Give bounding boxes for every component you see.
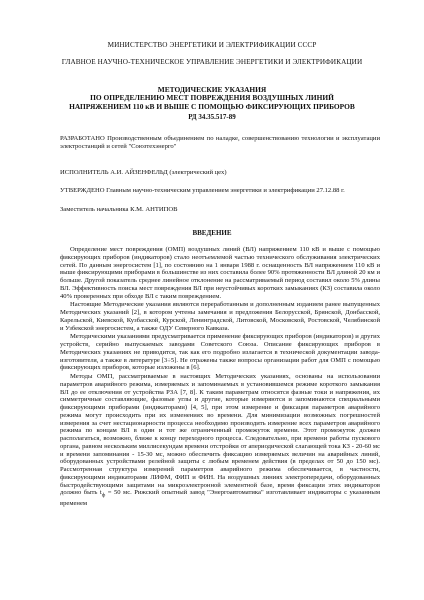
title-line-3: НАПРЯЖЕНИЕМ 110 кВ И ВЫШЕ С ПОМОЩЬЮ ФИКСИРУЮЩИХ ПРИБОРОВ (69, 101, 355, 111)
executor: ИСПОЛНИТЕЛЬ А.И. АЙЗЕНФЕЛЬД (электрический цех) (60, 169, 227, 176)
intro-paragraph-3: Методическими указаниями предусматривается применение фиксирующих приборов (индикаторов) и других устройств, серийно выпускаемых заводами Советского Союза. Описание фиксирующих приборов в Методических указаниях не приводится, так как его подробно излагается в технической документации завода-изготовителя, а также в литературе [3÷5]. Не отражены также вопросы организации работ для ОМП с помощью фиксирующих приборов, которые изложены в [6]. (60, 333, 380, 372)
document-title (60, 86, 364, 111)
title-line-2: ПО ОПРЕДЕЛЕНИЮ МЕСТ ПОВРЕЖДЕНИЯ ВОЗДУШНЫХ ЛИНИЙ (90, 93, 334, 103)
developed-by: РАЗРАБОТАНО Производственным объединением по наладке, совершенствованию технологии и эксплуатации электростанций и сетей "Союзтехэнерго" (60, 135, 380, 150)
intro-paragraph-4: Методы ОМП, рассматриваемые в настоящих Методических указаниях, основаны на использовании параметров аварийного режима, измеряемых и запоминаемых в установившемся режиме короткого замыкания ВЛ до ее отключения от устройства РЗА [7, 8]. К таким параметрам относятся фазные токи и напряжения, их симметричные составляющие, фазовые углы и другие, которые измеряются и запоминаются специальными фиксирующими приборами (индикаторами) [4, 5], при этом измерение и фиксация параметров аварийного режима могут происходить при их изменениях во времени. Для минимизации возможных погрешностей измерения за счет нестационарности процесса необходимо производить измерение всех параметров аварийного режима по концам ВЛ в один и тот же ограниченный промежуток времени. Этот промежуток должен располагаться, возможно, ближе к концу переходного процесса. Следовательно, при времени работы пускового органа, равном нескольким миллисекундам времени отстройки от апериодической слагающей тока КЗ - 20-60 мс и времени запоминания - 15-30 мс, можно обеспечить фиксацию измеряемых величин на аварийных линий, оборудованных устройствами релейной защиты с любым временем действия (в пределах от 50 до 150 мс). Рассмотренная структура измерений параметров аварийного режима обеспечивается, в частности, фиксирующими индикаторами ЛИФМ, ФИП и ФИН. На воздушных линиях электропередачи, оборудованных быстродействующими защитами на микроэлектронной элементной базе, время фиксации этих индикаторов должно быть $t_ф = 50$ мс. Рижский опытный завод "Энергоавтоматика" изготавливает индикаторы с указанным временем (60, 373, 380, 508)
intro-paragraph-2: Настоящие Методические указания являются переработанным и дополненным изданием ранее выпущенных Методических указаний [2], в котором учтены замечания и предложения Белорусской, Брянской, Донбасской, Карельской, Киевской, Кузбасской, Курской, Ленинградской, Литовской, Московской, Ростовской, Челябинской и Узбекской энергосистем, а также ОДУ Северного Кавказа. (60, 301, 380, 332)
approved-by: УТВЕРЖДЕНО Главным научно-техническим управлением энергетики и электрификации 27.12.88 г. (60, 187, 345, 194)
deputy-chief: Заместитель начальника К.М. АНТИПОВ (60, 206, 178, 213)
title-line-1: МЕТОДИЧЕСКИЕ УКАЗАНИЯ (157, 85, 267, 94)
section-heading-introduction: ВВЕДЕНИЕ (192, 229, 232, 237)
intro-paragraph-1: Определение мест повреждения (ОМП) воздушных линий (ВЛ) напряжением 110 кВ и выше с помощью фиксирующих приборов (индикаторов) стало неотъемлемой частью технического обслуживания электрических сетей. По данным энергосистем [1], по состоянию на 1 января 1988 г. оснащенность ВЛ напряжением 110 кВ и выше фиксирующими приборами в большинстве из них составила более 90% протяженности ВЛ длиной 20 км и больше. Другой показатель среднее линейное отклонение на рассматриваемый период составил около 5% длины ВЛ. Эффективность поиска мест повреждения ВЛ при неустойчивых коротких замыканиях (КЗ) составила около 40% проверенных при обходе ВЛ с таким повреждением. (60, 246, 380, 300)
ministry-header: МИНИСТЕРСТВО ЭНЕРГЕТИКИ И ЭЛЕКТРИФИКАЦИИ СССР (107, 41, 317, 49)
document-code: РД 34.35.517-89 (188, 113, 236, 121)
introduction-body (60, 246, 380, 509)
directorate-header: ГЛАВНОЕ НАУЧНО-ТЕХНИЧЕСКОЕ УПРАВЛЕНИЕ ЭНЕРГЕТИКИ И ЭЛЕКТРИФИКАЦИИ (61, 58, 363, 66)
